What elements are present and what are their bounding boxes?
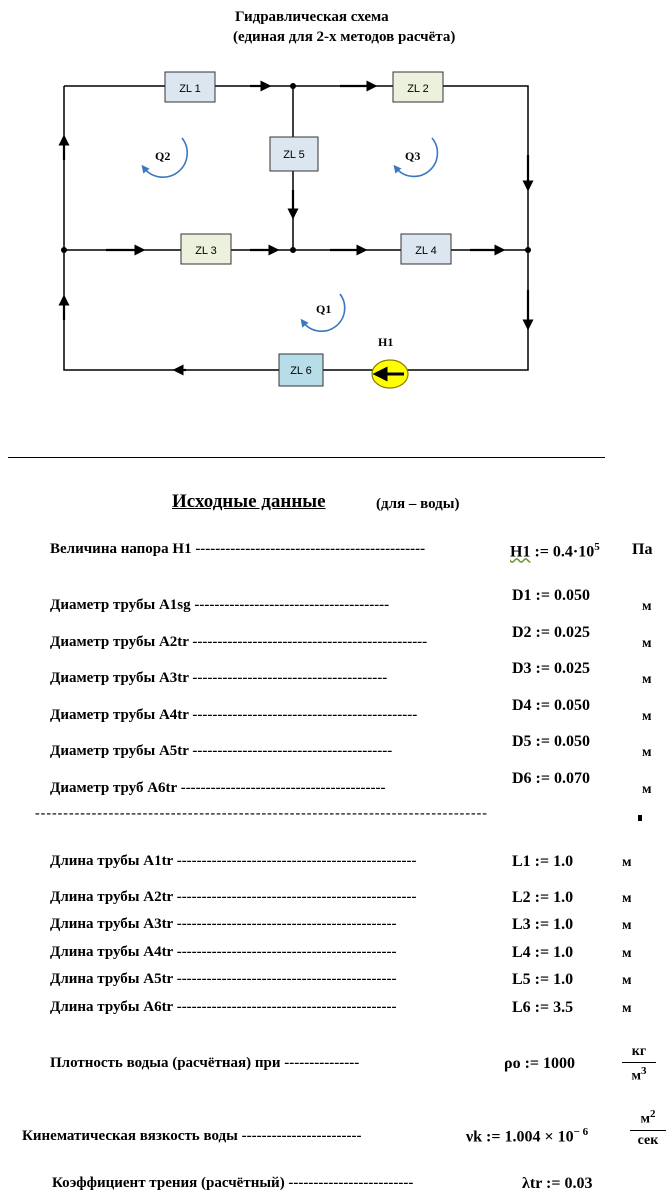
- head-value: [510, 541, 600, 561]
- viscosity-unit-num: $м^2$: [640, 1108, 656, 1127]
- diameter-unit: м: [642, 745, 652, 760]
- scheme-title-line1: Гидравлическая схема: [235, 9, 389, 25]
- diameter-value: D1 := 0.050: [512, 587, 590, 604]
- diameter-label: Диаметр трубы A4tr ---------------------------------------------: [50, 707, 418, 723]
- length-value: L3 := 1.0: [512, 916, 574, 933]
- diameter-label: Диаметр трубы A3tr ---------------------------------------: [50, 670, 388, 686]
- dashed-separator: --------------------------------------------------------------------------------: [35, 806, 488, 821]
- length-unit: м: [622, 946, 632, 961]
- pipe-network: [64, 86, 528, 370]
- diameter-value: D4 := 0.050: [512, 697, 590, 714]
- zl2-label: ZL 2: [407, 83, 429, 95]
- length-unit: м: [622, 891, 632, 906]
- diameter-value: D5 := 0.050: [512, 733, 590, 750]
- flow-arrows: [64, 86, 528, 370]
- viscosity-exp: − 6: [573, 1126, 589, 1138]
- zl6-label: ZL 6: [290, 365, 312, 377]
- zl1-label: ZL 1: [179, 83, 201, 95]
- separator-end-mark: [638, 815, 642, 821]
- diameter-label: Диаметр труб A6tr -----------------------------------------: [50, 780, 386, 796]
- friction-value: λtr := 0.03: [522, 1175, 593, 1192]
- length-value: L1 := 1.0: [512, 853, 574, 870]
- density-label: Плотность водыа (расчётная) при ---------------: [50, 1055, 360, 1071]
- diameter-label: Диаметр трубы A1sg ---------------------------------------: [50, 597, 390, 613]
- loop-q1-label: Q1: [316, 302, 332, 316]
- length-value: L2 := 1.0: [512, 889, 574, 906]
- diameter-label: Диаметр трубы A5tr ----------------------------------------: [50, 743, 393, 759]
- length-label: Длина трубы A2tr ------------------------------------------------: [50, 889, 417, 905]
- length-value: L5 := 1.0: [512, 971, 574, 988]
- length-label: Длина трубы A3tr --------------------------------------------: [50, 916, 397, 932]
- section-divider-line: [8, 457, 605, 458]
- head-op: := 0.4·10: [530, 543, 595, 561]
- viscosity-unit: [630, 1108, 666, 1149]
- diameter-unit: м: [642, 782, 652, 797]
- diameter-value: D6 := 0.070: [512, 770, 590, 787]
- scheme-title-line2: (единая для 2-х методов расчёта): [233, 29, 456, 45]
- viscosity-base: νk := 1.004 × 10: [466, 1128, 574, 1146]
- input-data-subtitle: (для – воды): [376, 496, 460, 512]
- viscosity-value: [466, 1126, 588, 1146]
- zl5-label: ZL 5: [283, 149, 305, 161]
- length-label: Длина трубы A4tr --------------------------------------------: [50, 944, 397, 960]
- diameter-value: D3 := 0.025: [512, 660, 590, 677]
- diameter-unit: м: [642, 599, 652, 614]
- length-unit: м: [622, 973, 632, 988]
- head-var: H1: [510, 543, 531, 561]
- head-unit: Па: [632, 541, 653, 558]
- diameter-value: D2 := 0.025: [512, 624, 590, 641]
- viscosity-label: Кинематическая вязкость воды ------------------------: [22, 1128, 362, 1144]
- friction-label: Коэффициент трения (расчётный) -------------------------: [52, 1175, 414, 1191]
- length-unit: м: [622, 855, 632, 870]
- zl-boxes: [165, 72, 451, 386]
- viscosity-unit-den: сек: [637, 1132, 659, 1148]
- density-unit: [622, 1044, 656, 1085]
- density-value: ρo := 1000: [504, 1055, 576, 1072]
- loop-q3-label: Q3: [405, 149, 421, 163]
- input-data-title: Исходные данные: [172, 491, 326, 512]
- loop-q2-label: Q2: [155, 149, 171, 163]
- density-unit-num: кг: [631, 1044, 647, 1059]
- diameter-unit: м: [642, 636, 652, 651]
- length-unit: м: [622, 1001, 632, 1016]
- head-exp: 5: [594, 541, 600, 553]
- source-h1-label: H1: [378, 335, 394, 349]
- length-label: Длина трубы A5tr --------------------------------------------: [50, 971, 397, 987]
- diameter-unit: м: [642, 672, 652, 687]
- head-label: Величина напора H1 ----------------------------------------------: [50, 541, 426, 557]
- diameter-unit: м: [642, 709, 652, 724]
- length-value: L4 := 1.0: [512, 944, 574, 961]
- length-value: L6 := 3.5: [512, 999, 574, 1016]
- length-unit: м: [622, 918, 632, 933]
- length-label: Длина трубы A1tr ------------------------------------------------: [50, 853, 417, 869]
- diameter-label: Диаметр трубы A2tr -----------------------------------------------: [50, 634, 428, 650]
- hydraulic-scheme: [0, 0, 670, 410]
- zl3-label: ZL 3: [195, 245, 217, 257]
- length-label: Длина трубы A6tr --------------------------------------------: [50, 999, 397, 1015]
- density-unit-den: $м^3$: [631, 1065, 647, 1084]
- zl4-label: ZL 4: [415, 245, 437, 257]
